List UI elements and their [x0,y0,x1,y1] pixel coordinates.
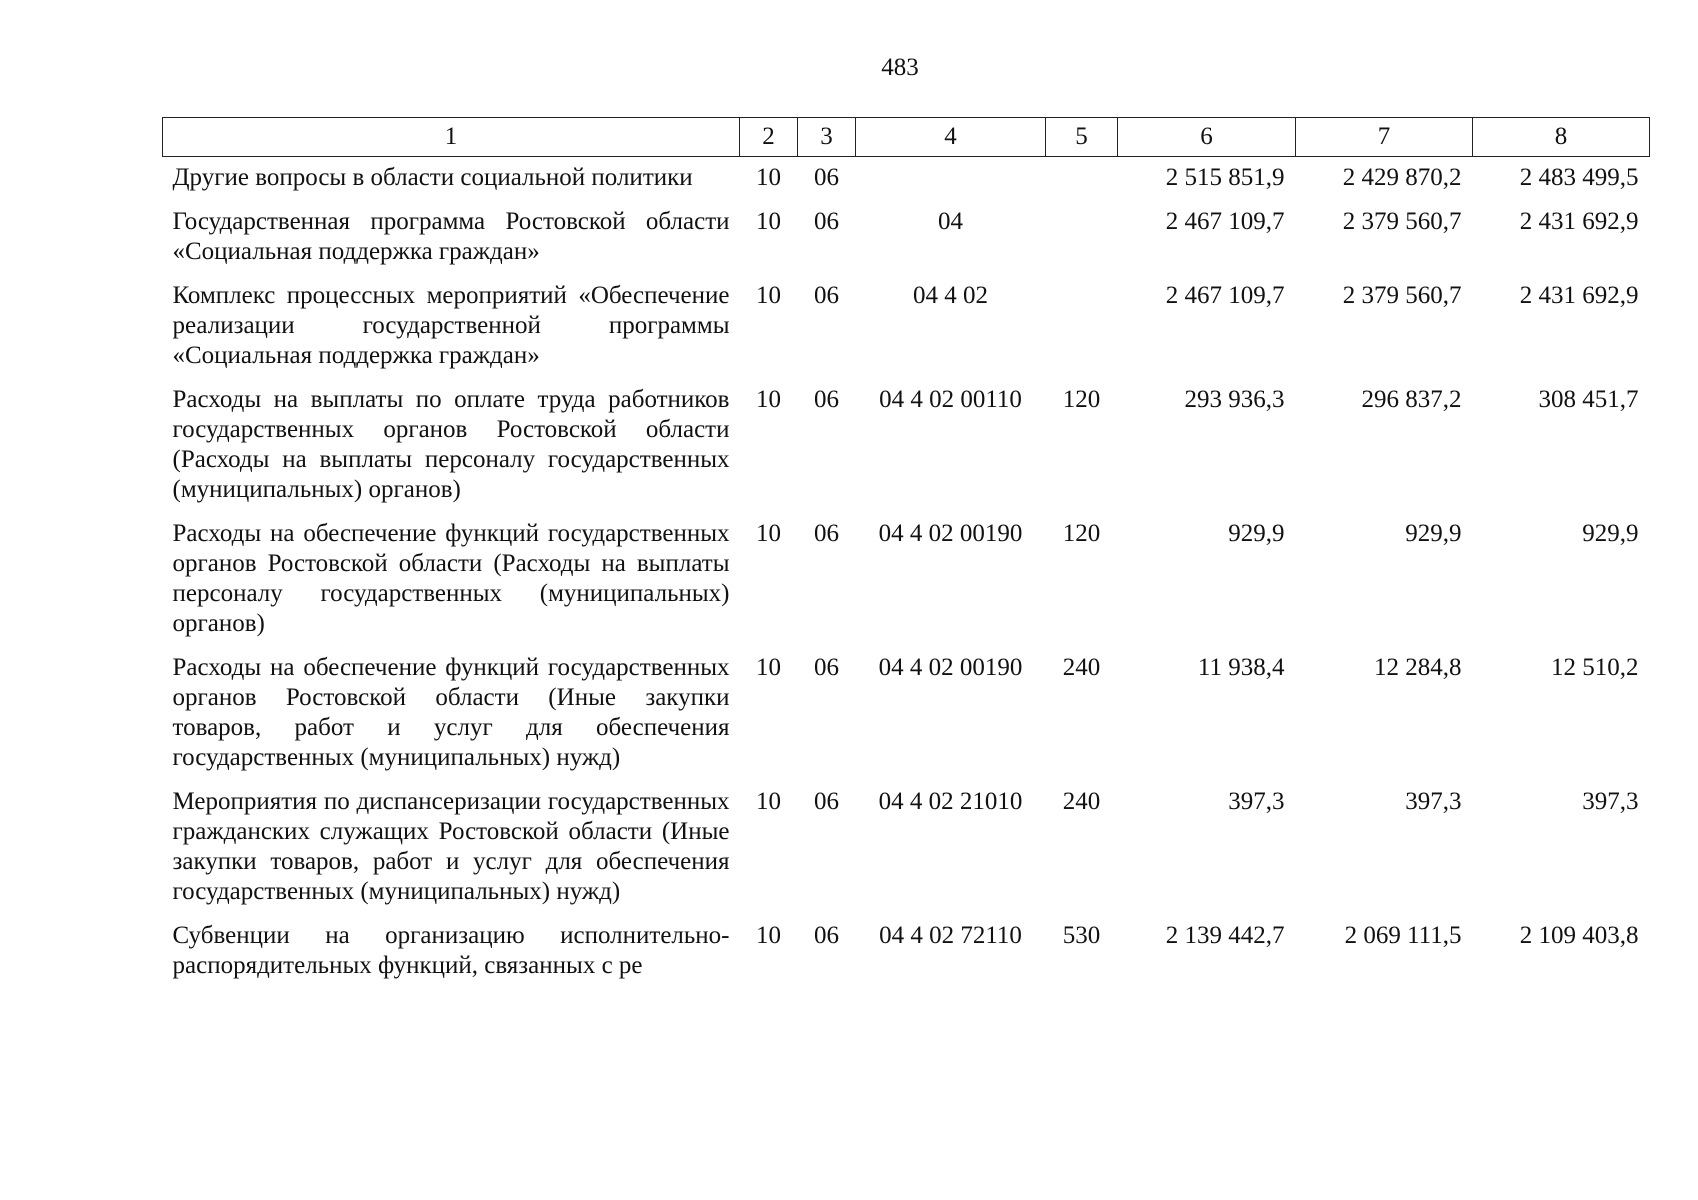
row-target-code: 04 4 02 00110 [879,386,1022,413]
row-expense-type [1046,157,1118,202]
budget-table [162,117,1650,989]
header-col-1: 1 [163,118,740,157]
table-row [163,781,1650,915]
page-number: 483 [881,54,919,81]
row-amount-3: 2 483 499,5 [1519,164,1639,191]
row-section: 10 [756,164,781,191]
row-name: Расходы на обеспечение функций государственных органов Ростовской области (Расходы на выплаты персоналу государственных (муниципальных) органов) [172,520,730,637]
row-amount-2: 2 379 560,7 [1342,282,1462,309]
row-subsection: 06 [814,520,839,547]
row-name: Государственная программа Ростовской области «Социальная поддержка граждан» [172,208,730,265]
row-target-code [856,157,1046,202]
row-amount-3: 397,3 [1582,788,1639,815]
row-amount-3: 308 451,7 [1538,386,1639,413]
row-subsection: 06 [814,386,839,413]
row-amount-1: 397,3 [1228,788,1285,815]
row-name: Комплекс процессных мероприятий «Обеспечение реализации государственной программы «Социальная поддержка граждан» [172,282,730,369]
row-section: 10 [756,208,781,235]
row-amount-3: 2 431 692,9 [1519,208,1639,235]
table-row [163,915,1650,989]
row-amount-1: 2 467 109,7 [1165,282,1285,309]
table-row [163,275,1650,379]
header-row [163,118,1650,157]
row-name: Расходы на обеспечение функций государственных органов Ростовской области (Иные закупки товаров, работ и услуг для обеспечения государственных (муниципальных) нужд) [172,654,730,771]
table-row [163,513,1650,647]
row-name: Другие вопросы в области социальной политики [172,164,693,191]
row-target-code: 04 [938,208,963,235]
row-name: Расходы на выплаты по оплате труда работников государственных органов Ростовской области (Расходы на выплаты персоналу государственных (муниципальных) органов) [172,386,730,503]
header-col-4: 4 [856,118,1046,157]
header-col-8: 8 [1473,118,1650,157]
header-col-3: 3 [798,118,856,157]
row-subsection: 06 [814,208,839,235]
header-col-5: 5 [1046,118,1118,157]
row-section: 10 [756,922,781,949]
table-row [163,157,1650,202]
row-subsection: 06 [814,922,839,949]
row-target-code: 04 4 02 72110 [879,922,1022,949]
header-col-7: 7 [1296,118,1473,157]
row-target-code: 04 4 02 00190 [878,654,1023,681]
row-expense-type: 530 [1062,922,1101,949]
row-subsection: 06 [814,788,839,815]
row-target-code: 04 4 02 21010 [878,788,1023,815]
row-amount-3: 2 431 692,9 [1519,282,1639,309]
row-section: 10 [756,386,781,413]
table-row [163,647,1650,781]
table-row [163,379,1650,513]
row-expense-type: 240 [1062,654,1101,681]
row-subsection: 06 [814,164,839,191]
row-amount-2: 2 379 560,7 [1342,208,1462,235]
header-col-6: 6 [1118,118,1296,157]
header-col-2: 2 [740,118,798,157]
row-amount-3: 12 510,2 [1551,654,1639,681]
row-expense-type: 240 [1062,788,1101,815]
row-amount-2: 2 429 870,2 [1342,164,1462,191]
row-amount-1: 2 139 442,7 [1165,922,1285,949]
row-amount-1: 11 938,4 [1197,654,1285,681]
table-row [163,201,1650,275]
row-amount-2: 296 837,2 [1361,386,1462,413]
row-amount-3: 2 109 403,8 [1519,922,1639,949]
row-amount-2: 397,3 [1405,788,1462,815]
row-subsection: 06 [814,654,839,681]
row-subsection: 06 [814,282,839,309]
row-amount-1: 293 936,3 [1184,386,1285,413]
row-name: Субвенции на организацию исполнительно-распорядительных функций, связанных с ре [172,922,730,979]
row-amount-1: 2 515 851,9 [1165,164,1285,191]
row-target-code: 04 4 02 [913,282,988,309]
table-body [163,157,1650,990]
row-section: 10 [756,654,781,681]
table-header [163,118,1650,157]
row-section: 10 [756,282,781,309]
row-amount-3: 929,9 [1582,520,1639,547]
row-amount-2: 12 284,8 [1374,654,1462,681]
row-amount-1: 2 467 109,7 [1165,208,1285,235]
row-amount-2: 2 069 111,5 [1344,922,1462,949]
row-section: 10 [756,788,781,815]
row-name: Мероприятия по диспансеризации государственных гражданских служащих Ростовской области (Иные закупки товаров, работ и услуг для обеспечения государственных (муниципальных) нужд) [172,788,730,905]
row-amount-2: 929,9 [1405,520,1462,547]
row-section: 10 [756,520,781,547]
row-target-code: 04 4 02 00190 [878,520,1023,547]
row-expense-type: 120 [1062,386,1101,413]
row-expense-type [1046,201,1118,275]
row-expense-type: 120 [1062,520,1101,547]
row-expense-type [1046,275,1118,379]
row-amount-1: 929,9 [1228,520,1285,547]
